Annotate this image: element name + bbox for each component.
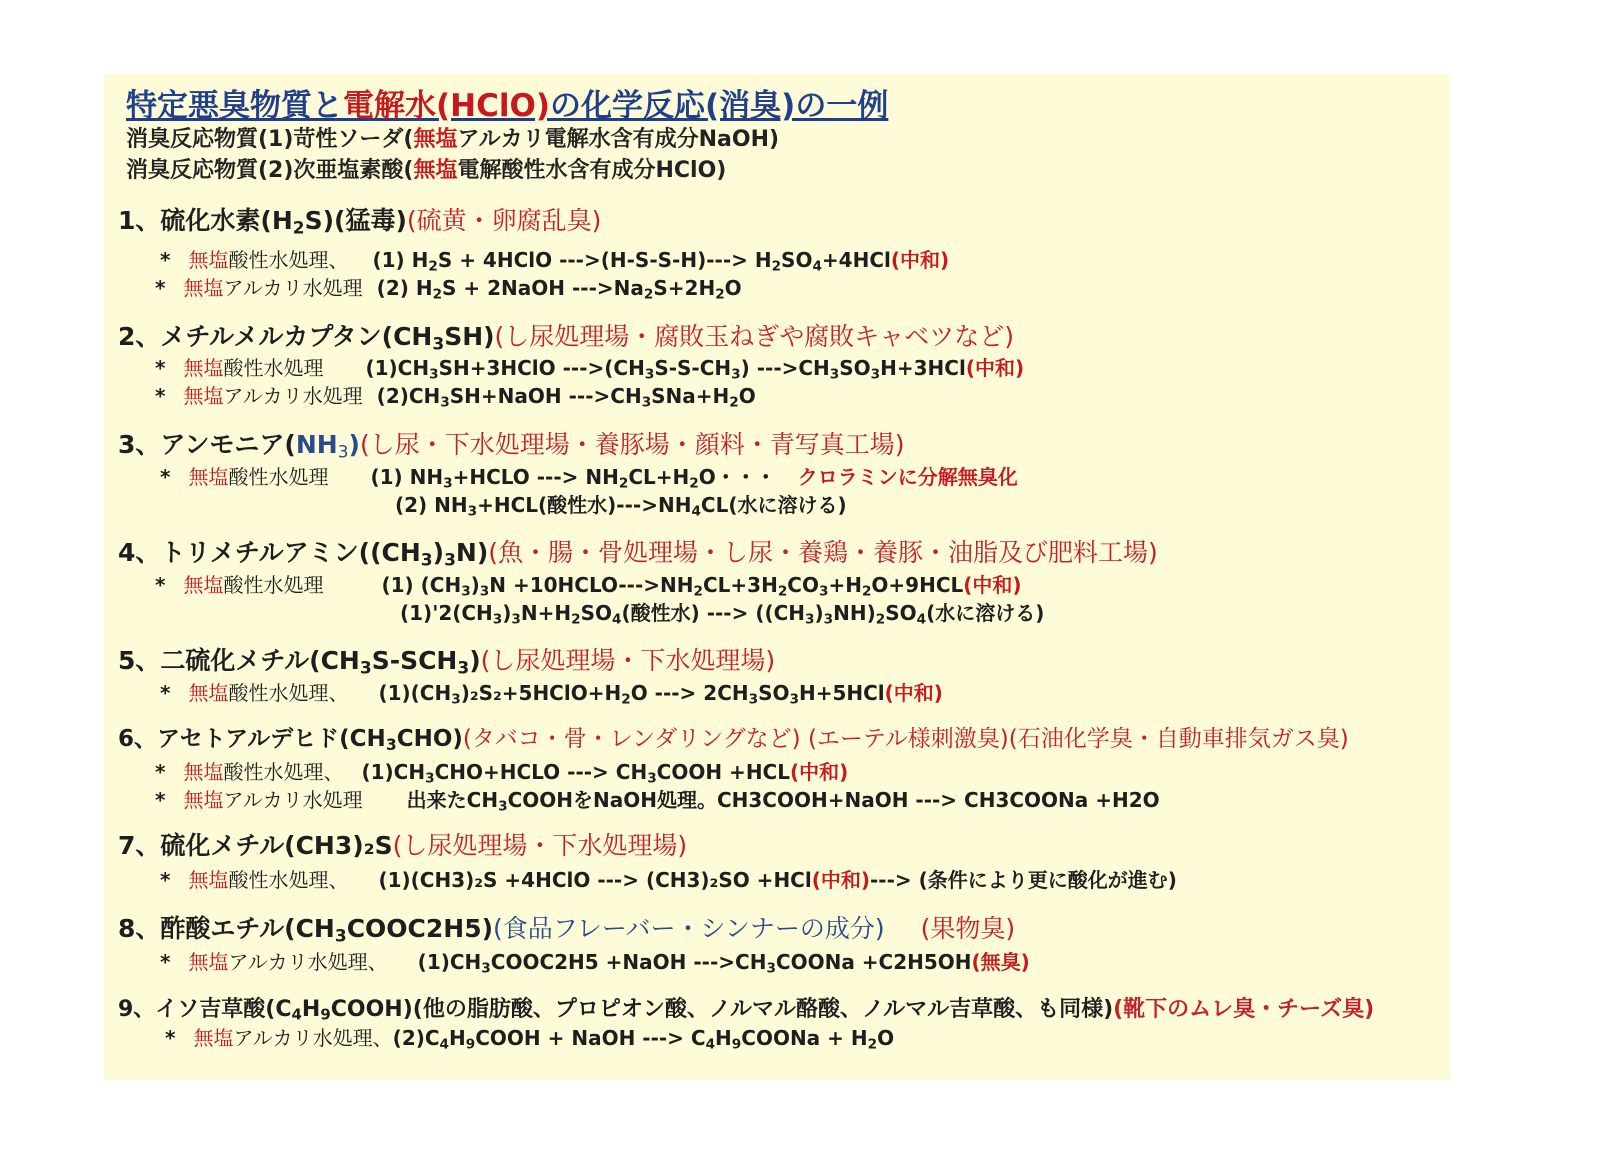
subtitle-2: 消臭反応物質(2)次亜塩素酸(無塩電解酸性水含有成分HClO) [126,158,727,183]
section-4-heading: 4、トリメチルアミン$((CH_3)_3N)$(魚・腸・骨処理場・し尿・養鶏・養豚・油脂及び肥料工場) [118,538,1158,571]
section-6-reaction-1: * 無塩酸性水処理、 $(1)CH_3CHO+HCLO$ ---> $CH_3COOH +HCL$(中和) [155,760,849,787]
section-1-heading: 1、硫化水素$(H_2S)$(猛毒)(硫黄・卵腐乱臭) [118,206,602,239]
section-2-reaction-2: * 無塩アルカリ水処理 $(2)CH_3SH+NaOH$ $--->CH_3SNa+H_2O$ [155,384,756,411]
section-5-reaction-1: * 無塩酸性水処理、 $(1)(CH_3)_2S_2+5HClO+H_2O$ ---> $2CH_3SO_3H+5HCl$(中和) [160,681,943,708]
section-9-heading: 9、イソ吉草酸$(C_4H_9COOH)$(他の脂肪酸、プロピオン酸、ノルマル酪酸、ノルマル吉草酸、も同様)(靴下のムレ臭・チーズ臭) [118,997,1375,1024]
section-3-reaction-2: (2) $NH_3+HCL$(酸性水)$--->NH_4CL$(水に溶ける) [395,493,847,520]
section-3-reaction-1: * 無塩酸性水処理 (1) $NH_3+HCLO$ ---> $NH_2CL+H_2O$・・・ クロラミンに分解無臭化 [160,465,1018,492]
section-6-reaction-2: * 無塩アルカリ水処理 出来た$CH_3COOH$をNaOH処理。CH3COOH+NaOH ---> CH3COONa +H2O [155,788,1160,815]
section-1-reaction-1: * 無塩酸性水処理、 (1) $H_2S$ + 4HClO $--->(H-S-S-H)---> H_2SO_4+4HCl$(中和) [160,248,950,275]
section-3-heading: 3、アンモニア$(NH_3)$(し尿・下水処理場・養豚場・顔料・青写真工場) [118,430,905,463]
page-title: 特定悪臭物質と電解水(HClO)の化学反応(消臭)の一例 [126,88,889,124]
section-5-heading: 5、二硫化メチル$(CH_3S-SCH_3)$(し尿処理場・下水処理場) [118,646,776,679]
section-4-reaction-1: * 無塩酸性水処理 (1) $(CH_3)_3N$ $+10HCLO--->NH_2CL+3H_2CO_3+H_2O+9HCL$(中和) [155,573,1022,600]
section-9-reaction-1: * 無塩アルカリ水処理、$(2)C_4H_9COOH$ + NaOH ---> $C_4H_9COONa + H_2O$ [165,1026,895,1053]
subtitle-1: 消臭反応物質(1)苛性ソーダ(無塩アルカリ電解水含有成分NaOH) [126,127,780,152]
section-2-heading: 2、メチルメルカプタン$(CH_3SH)$(し尿処理場・腐敗玉ねぎや腐敗キャベツなど) [118,322,1015,355]
section-8-reaction-1: * 無塩アルカリ水処理、 $(1)CH_3COOC2H5$ +NaOH $--->CH_3COONa +C2H5OH$(無臭) [160,950,1030,977]
section-1-reaction-2: * 無塩アルカリ水処理 (2) $H_2S$ + 2NaOH $--->Na_2S+2H_2O$ [155,276,742,303]
section-7-reaction-1: * 無塩酸性水処理、 (1)(CH3)₂S +4HClO ---> (CH3)₂SO +HCl(中和)---> (条件により更に酸化が進む) [160,868,1177,892]
section-6-heading: 6、アセトアルデヒド$(CH_3CHO)$(タバコ・骨・レンダリングなど) (エーテル様刺激臭)(石油化学臭・自動車排気ガス臭) [118,726,1349,754]
section-4-reaction-2: $(1)'2(CH_3)_3N+H_2SO_4$(酸性水) ---> $((CH_3)_3NH)_2SO_4$(水に溶ける) [400,601,1045,628]
section-2-reaction-1: * 無塩酸性水処理 $(1)CH_3SH+3HClO$ $--->(CH_3S-S-CH_3)$ $--->CH_3SO_3H+3HCl$(中和) [155,356,1025,383]
section-7-heading: 7、硫化メチル(CH3)₂S(し尿処理場・下水処理場) [118,831,688,860]
section-8-heading: 8、酢酸エチル$(CH_3COOC2H5)$(食品フレーバー・シンナーの成分) (果物臭) [118,914,1016,947]
